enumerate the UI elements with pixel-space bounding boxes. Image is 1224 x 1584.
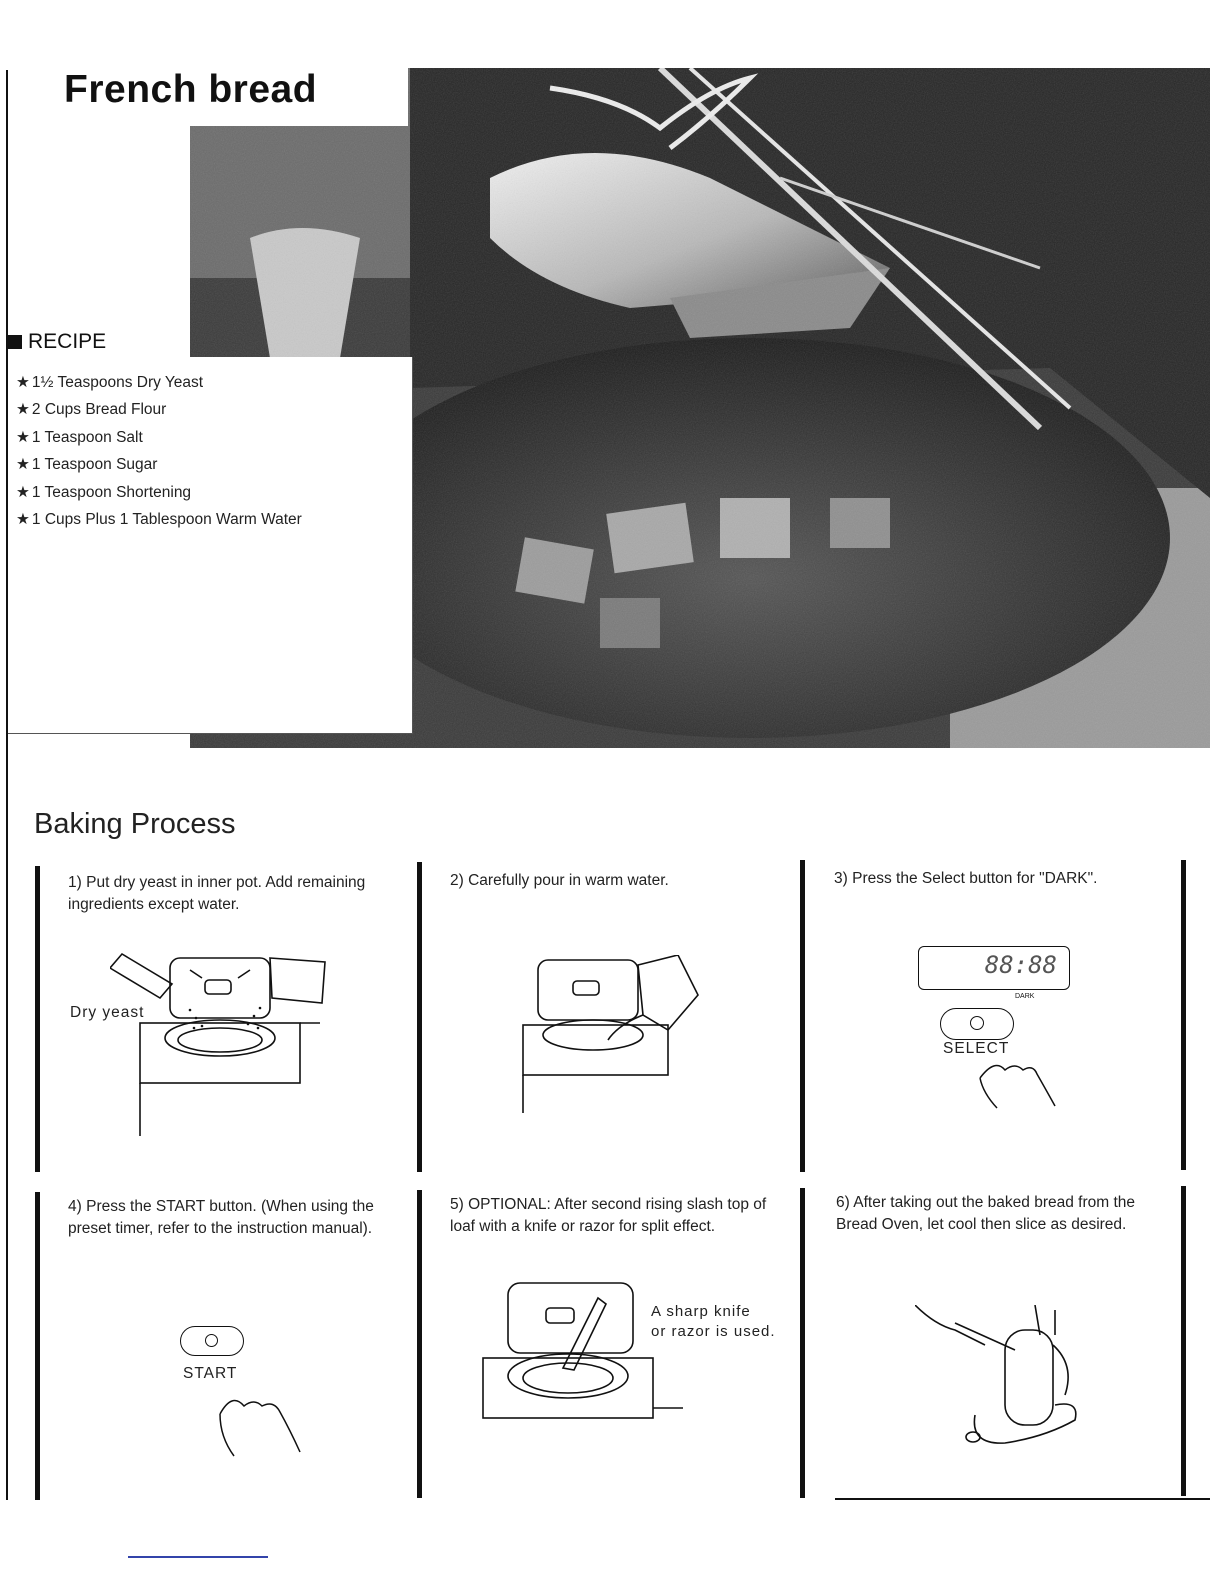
step-text: After taking out the baked bread from the Bread Oven, let cool then slice as desired. [836, 1194, 1136, 1233]
star-icon: ★ [16, 401, 30, 419]
select-button[interactable] [940, 1008, 1014, 1040]
ingredient-list [8, 357, 412, 533]
finger-press-icon [975, 1058, 1060, 1110]
baking-process-heading: Baking Process [34, 808, 236, 840]
step-text: Put dry yeast in inner pot. Add remaining ingredients except water. [68, 874, 366, 913]
step-3 [834, 868, 1164, 890]
start-label: START [183, 1365, 238, 1382]
select-label: SELECT [943, 1040, 1010, 1057]
step-number: 5) [450, 1196, 464, 1213]
step-text: Press the Select button for "DARK". [852, 870, 1098, 887]
recipe-heading [8, 330, 106, 354]
ingredient-item [16, 479, 412, 506]
ingredient-text: 1½ Teaspoons Dry Yeast [31, 374, 204, 391]
button-circle-icon [205, 1334, 218, 1347]
finger-press-icon [212, 1392, 304, 1458]
step-divider [35, 1192, 40, 1500]
bread-maker-yeast-icon [110, 948, 330, 1138]
recipe-box [8, 357, 413, 734]
step-1 [68, 872, 393, 916]
ingredient-text: 1 Teaspoon Sugar [31, 456, 158, 474]
slicing-bread-icon [915, 1305, 1085, 1450]
step-number: 6) [836, 1194, 850, 1211]
display-digits: 88:88 [984, 951, 1057, 979]
star-icon: ★ [16, 483, 30, 501]
step-divider [417, 1190, 422, 1498]
ingredient-item [16, 396, 412, 423]
ingredient-item [16, 369, 412, 396]
step-divider [1181, 1186, 1186, 1496]
step-number: 2) [450, 872, 464, 889]
bread-maker-water-icon [518, 955, 708, 1115]
step-divider [35, 866, 40, 1172]
step-divider [800, 1188, 805, 1498]
step-4 [68, 1196, 393, 1240]
step-text: Press the START button. (When using the preset timer, refer to the instruction manual). [68, 1198, 374, 1237]
star-icon: ★ [16, 456, 30, 474]
step-number: 4) [68, 1198, 82, 1215]
ingredient-item [16, 424, 412, 451]
knife-note-line-1: A sharp knife [651, 1303, 751, 1320]
step-2 [450, 870, 770, 892]
lcd-display [918, 946, 1070, 1000]
recipe-heading-text: RECIPE [28, 330, 107, 353]
step-text: OPTIONAL: After second rising slash top of loaf with a knife or razor for split effect. [450, 1196, 767, 1235]
stray-rule [128, 1556, 268, 1558]
button-circle-icon [970, 1016, 984, 1030]
bread-maker-knife-icon [478, 1278, 688, 1428]
knife-note [651, 1302, 776, 1342]
ingredient-item [16, 506, 412, 533]
step-number: 1) [68, 874, 82, 891]
ingredient-text: 1 Cups Plus 1 Tablespoon Warm Water [31, 511, 302, 529]
step-divider [417, 862, 422, 1172]
dark-indicator: DARK [1015, 993, 1035, 1000]
knife-note-line-2: or razor is used. [651, 1323, 776, 1340]
ingredient-item [16, 451, 412, 478]
photo-cutout [8, 126, 190, 358]
page-title: French bread [64, 68, 318, 111]
star-icon: ★ [16, 511, 30, 529]
page-bottom-rule [835, 1498, 1210, 1500]
ingredient-text: 1 Teaspoon Shortening [31, 483, 192, 501]
start-button[interactable] [180, 1326, 244, 1356]
square-bullet-icon [8, 335, 22, 349]
step-6 [836, 1192, 1161, 1236]
dry-yeast-label: Dry yeast [70, 1004, 145, 1021]
step-divider [800, 860, 805, 1172]
step-5 [450, 1194, 775, 1238]
step-number: 3) [834, 870, 848, 887]
ingredient-text: 2 Cups Bread Flour [31, 401, 167, 419]
step-text: Carefully pour in warm water. [468, 872, 669, 889]
ingredient-text: 1 Teaspoon Salt [31, 428, 143, 446]
star-icon: ★ [16, 374, 30, 391]
star-icon: ★ [16, 428, 30, 446]
step-divider [1181, 860, 1186, 1170]
